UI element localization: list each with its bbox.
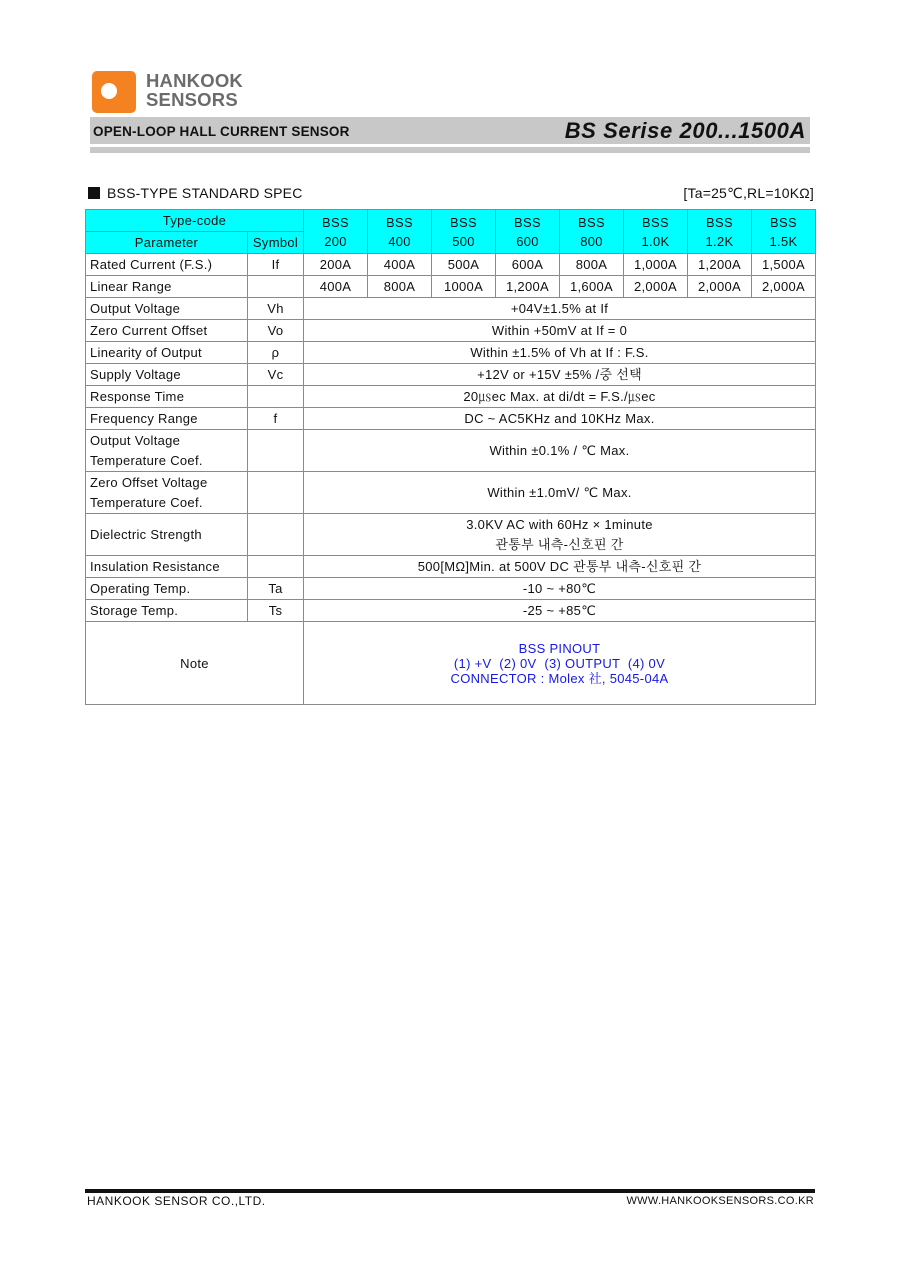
table-row-frequency-range — [86, 408, 816, 430]
pinout-list: (1) +V (2) 0V (3) OUTPUT (4) 0V — [453, 655, 666, 671]
model-prefix: BSS — [386, 215, 413, 230]
model-prefix: BSS — [322, 215, 349, 230]
value-cell: 500[MΩ]Min. at 500V DC 관통부 내측-신호핀 간 — [304, 556, 816, 578]
bullet-square-icon — [88, 187, 100, 199]
value-cell: 500A — [432, 254, 496, 276]
value-cell: 200A — [304, 254, 368, 276]
value-cell: 800A — [560, 254, 624, 276]
table-row-response-time — [86, 386, 816, 408]
value-cell: -10 ~ +80℃ — [304, 578, 816, 600]
model-prefix: BSS — [642, 215, 669, 230]
symbol-cell — [248, 556, 304, 578]
table-row-zero-offset-temp-coef — [86, 472, 816, 514]
param-cell: Storage Temp. — [86, 600, 248, 622]
symbol-cell — [248, 276, 304, 298]
value-cell: 1,200A — [496, 276, 560, 298]
model-rating: 600 — [516, 234, 539, 249]
value-cell: 2,000A — [688, 276, 752, 298]
value-cell: 20㎲ec Max. at di/dt = F.S./㎲ec — [304, 386, 816, 408]
model-header — [304, 210, 368, 254]
table-row-linear-range — [86, 276, 816, 298]
model-prefix: BSS — [706, 215, 733, 230]
value-cell: 600A — [496, 254, 560, 276]
symbol-cell: If — [248, 254, 304, 276]
param-cell: Zero Current Offset — [86, 320, 248, 342]
value-cell: 1000A — [432, 276, 496, 298]
model-rating: 1.0K — [641, 234, 670, 249]
table-row-zero-current-offset — [86, 320, 816, 342]
table-row-linearity — [86, 342, 816, 364]
param-line: Output Voltage — [90, 432, 181, 448]
symbol-cell: Vc — [248, 364, 304, 386]
symbol-cell: Vo — [248, 320, 304, 342]
value-cell: Within +50mV at If = 0 — [304, 320, 816, 342]
product-category: OPEN-LOOP HALL CURRENT SENSOR — [93, 124, 350, 139]
table-row-insulation-resistance — [86, 556, 816, 578]
value-cell: 1,600A — [560, 276, 624, 298]
value-cell: -25 ~ +85℃ — [304, 600, 816, 622]
note-content — [304, 622, 816, 705]
type-code-header: Type-code — [86, 210, 304, 232]
symbol-cell: Vh — [248, 298, 304, 320]
model-header — [432, 210, 496, 254]
footer-company: HANKOOK SENSOR CO.,LTD. — [87, 1194, 266, 1208]
value-cell: 2,000A — [624, 276, 688, 298]
table-row-output-voltage — [86, 298, 816, 320]
param-cell: Response Time — [86, 386, 248, 408]
table-row-storage-temp — [86, 600, 816, 622]
symbol-cell: f — [248, 408, 304, 430]
model-header — [688, 210, 752, 254]
logo-line-2: SENSORS — [146, 89, 238, 110]
note-label: Note — [86, 622, 304, 705]
logo-wordmark — [146, 71, 243, 109]
pinout-title: BSS PINOUT — [518, 640, 601, 656]
table-row-note — [86, 622, 816, 705]
series-title: BS Serise 200...1500A — [564, 118, 806, 143]
param-cell: Supply Voltage — [86, 364, 248, 386]
footer-rule — [85, 1189, 815, 1193]
model-prefix: BSS — [770, 215, 797, 230]
connector-info: CONNECTOR : Molex 社, 5045-04A — [450, 670, 669, 686]
value-cell: 400A — [368, 254, 432, 276]
table-row-output-temp-coef — [86, 430, 816, 472]
symbol-cell: Ts — [248, 600, 304, 622]
company-logo — [92, 71, 242, 113]
table-row-supply-voltage — [86, 364, 816, 386]
param-line: Temperature Coef. — [90, 452, 203, 468]
param-cell: Linearity of Output — [86, 342, 248, 364]
value-line: 관통부 내측-신호핀 간 — [495, 536, 624, 552]
model-prefix: BSS — [578, 215, 605, 230]
symbol-cell — [248, 430, 304, 472]
param-cell: Output Voltage — [86, 298, 248, 320]
model-header — [624, 210, 688, 254]
param-cell: Insulation Resistance — [86, 556, 248, 578]
model-header — [368, 210, 432, 254]
symbol-cell — [248, 514, 304, 556]
value-cell: DC ~ AC5KHz and 10KHz Max. — [304, 408, 816, 430]
model-rating: 200 — [324, 234, 347, 249]
param-line: Temperature Coef. — [90, 494, 203, 510]
table-row-rated-current — [86, 254, 816, 276]
section-title: BSS-TYPE STANDARD SPEC — [107, 185, 303, 201]
value-cell: 400A — [304, 276, 368, 298]
logo-line-1: HANKOOK — [146, 70, 243, 91]
model-prefix: BSS — [514, 215, 541, 230]
param-cell: Linear Range — [86, 276, 248, 298]
param-cell: Rated Current (F.S.) — [86, 254, 248, 276]
spec-table — [85, 209, 816, 705]
param-cell: Frequency Range — [86, 408, 248, 430]
value-cell: 1,200A — [688, 254, 752, 276]
symbol-cell — [248, 386, 304, 408]
model-header — [560, 210, 624, 254]
footer-website: WWW.HANKOOKSENSORS.CO.KR — [626, 1195, 814, 1207]
table-header-row — [86, 210, 816, 232]
model-rating: 800 — [580, 234, 603, 249]
table-row-operating-temp — [86, 578, 816, 600]
param-cell — [86, 430, 248, 472]
value-cell: 2,000A — [752, 276, 816, 298]
title-underline — [90, 147, 810, 153]
param-cell — [86, 472, 248, 514]
section-heading — [88, 185, 814, 205]
parameter-header: Parameter — [86, 232, 248, 254]
model-header — [752, 210, 816, 254]
title-band — [90, 117, 810, 144]
symbol-cell — [248, 472, 304, 514]
model-rating: 1.5K — [769, 234, 798, 249]
value-cell: Within ±0.1% / ℃ Max. — [304, 430, 816, 472]
model-rating: 500 — [452, 234, 475, 249]
test-condition: [Ta=25℃,RL=10KΩ] — [683, 185, 814, 201]
logo-mark-icon — [92, 71, 136, 113]
value-cell: +12V or +15V ±5% /중 선택 — [304, 364, 816, 386]
value-cell — [304, 514, 816, 556]
param-cell: Operating Temp. — [86, 578, 248, 600]
param-cell: Dielectric Strength — [86, 514, 248, 556]
symbol-cell: Ta — [248, 578, 304, 600]
value-cell: 1,500A — [752, 254, 816, 276]
param-line: Zero Offset Voltage — [90, 474, 208, 490]
value-cell: 1,000A — [624, 254, 688, 276]
value-line: 3.0KV AC with 60Hz × 1minute — [466, 516, 653, 532]
model-prefix: BSS — [450, 215, 477, 230]
symbol-cell: ρ — [248, 342, 304, 364]
symbol-header: Symbol — [248, 232, 304, 254]
model-rating: 400 — [388, 234, 411, 249]
value-cell: 800A — [368, 276, 432, 298]
value-cell: Within ±1.0mV/ ℃ Max. — [304, 472, 816, 514]
model-header — [496, 210, 560, 254]
value-cell: +04V±1.5% at If — [304, 298, 816, 320]
value-cell: Within ±1.5% of Vh at If : F.S. — [304, 342, 816, 364]
table-row-dielectric-strength — [86, 514, 816, 556]
model-rating: 1.2K — [705, 234, 734, 249]
